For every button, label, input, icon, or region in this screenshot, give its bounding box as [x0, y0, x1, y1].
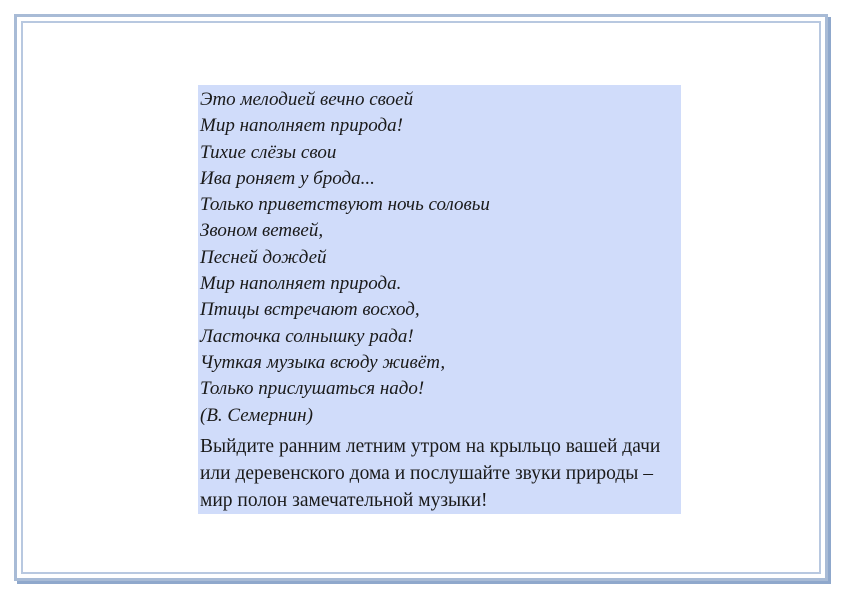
poem-line: Мир наполняет природа! [200, 115, 403, 137]
text-box [198, 85, 681, 514]
poem-line: Мир наполняет природа. [200, 273, 402, 295]
poem-line: Это мелодией вечно своей [200, 89, 414, 110]
prose-paragraph: Выйдите ранним летним утром на крыльцо вашей дачи или деревенского дома и послушайте звуки природы – мир полон замечательной музыки! [200, 435, 661, 511]
poem-line: Ива роняет у брода... [200, 167, 375, 189]
poem-line: Птицы встречают восход, [200, 299, 420, 321]
poem-author: (В. Семернин) [200, 404, 313, 426]
poem-line: Тихие слёзы свои [200, 141, 337, 163]
poem [200, 87, 681, 429]
poem-line: Звоном ветвей, [200, 220, 324, 242]
poem-line: Только прислушаться надо! [200, 378, 425, 400]
poem-line: Чуткая музыка всюду живёт, [200, 351, 446, 373]
poem-line: Песней дождей [200, 246, 327, 268]
poem-line: Только приветствуют ночь соловьи [200, 194, 490, 216]
poem-line: Ласточка солнышку рада! [200, 325, 414, 347]
